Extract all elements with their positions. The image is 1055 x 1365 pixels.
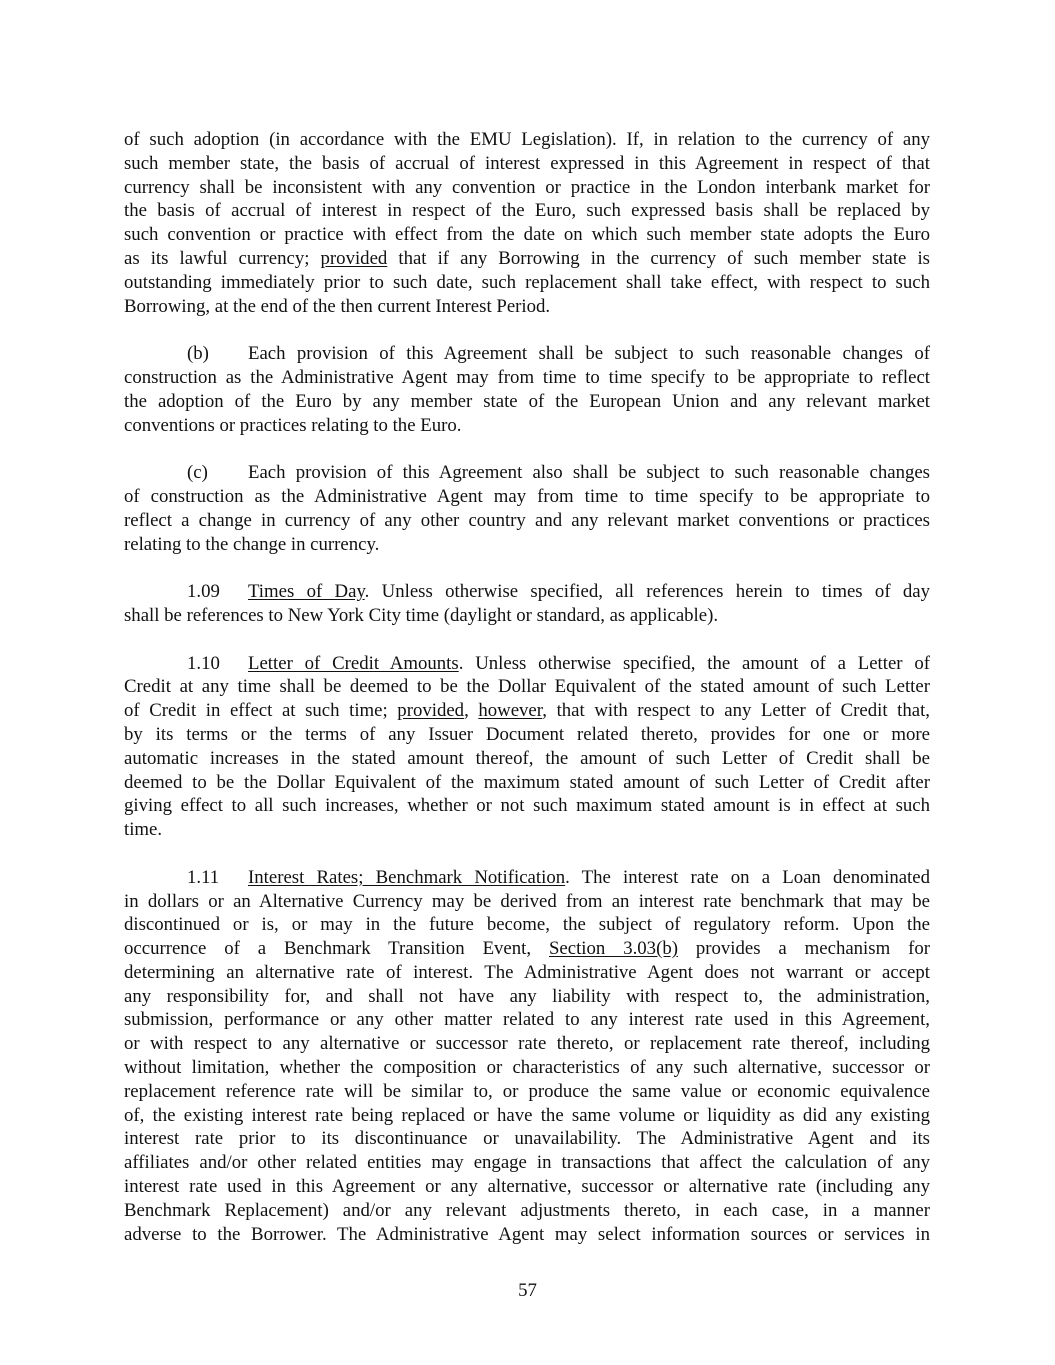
underlined-term: Interest Rates; Benchmark Notification xyxy=(248,866,566,888)
text-line xyxy=(124,152,930,176)
text-line xyxy=(124,1104,930,1128)
text-run: of Credit in effect at such time; xyxy=(124,700,398,722)
underlined-term: however xyxy=(478,700,543,722)
text-run: outstanding immediately prior to such date, such replacement shall take effect, with respect to such xyxy=(124,271,930,293)
text-line xyxy=(124,866,930,890)
text-run: of such adoption (in accordance with the EMU Legislation). If, in relation to the currency of any xyxy=(124,129,930,150)
text-run: replacement reference rate will be similar to, or produce the same value or economic equivalence xyxy=(124,1080,930,1102)
text-run: discontinued or is, or may in the future become, the subject of regulatory reform. Upon the xyxy=(124,914,930,936)
text-run: Each provision of this Agreement also shall be subject to such reasonable changes xyxy=(248,462,930,484)
text-line xyxy=(124,652,930,676)
section-number: 1.10 xyxy=(187,652,220,674)
text-line xyxy=(124,913,930,937)
text-run: by its terms or the terms of any Issuer Document related thereto, provides for one or more xyxy=(124,723,930,745)
text-line xyxy=(124,414,930,438)
text-run: such member state, the basis of accrual of interest expressed in this Agreement in respect of that xyxy=(124,152,930,174)
text-line xyxy=(124,223,930,247)
text-line xyxy=(124,271,930,295)
text-run: affiliates and/or other related entities may engage in transactions that affect the calculation of any xyxy=(124,1152,930,1174)
text-line xyxy=(124,1151,930,1175)
text-line xyxy=(124,342,930,366)
text-run: interest rate prior to its discontinuance or unavailability. The Administrative Agent and its xyxy=(124,1128,930,1150)
text-line xyxy=(124,747,930,771)
text-line xyxy=(124,818,930,842)
text-run: automatic increases in the stated amount thereof, the amount of such Letter of Credit shall be xyxy=(124,747,930,769)
text-line xyxy=(124,794,930,818)
text-line xyxy=(124,509,930,533)
text-line xyxy=(124,699,930,723)
text-line xyxy=(124,485,930,509)
section-number: (b) xyxy=(187,343,209,365)
text-run: . The interest rate on a Loan denominated xyxy=(565,866,931,888)
section-paragraph-111 xyxy=(124,866,930,1247)
text-line xyxy=(124,1127,930,1151)
text-run: construction as the Administrative Agent may from time to time specify to be appropriate to reflect xyxy=(124,366,930,388)
text-run: adverse to the Borrower. The Administrative Agent may select information sources or services in xyxy=(124,1223,930,1245)
underlined-term: provided xyxy=(397,700,465,722)
text-run: . Unless otherwise specified, the amount of a Letter of xyxy=(458,652,931,674)
text-line xyxy=(124,1032,930,1056)
text-run: submission, performance or any other matter related to any interest rate used in this Agreement, xyxy=(124,1009,930,1031)
text-run: without limitation, whether the composition or characteristics of any such alternative, successor or xyxy=(124,1057,930,1079)
text-run: occurrence of a Benchmark Transition Event, xyxy=(124,938,549,960)
text-run: in dollars or an Alternative Currency may be derived from an interest rate benchmark that may be xyxy=(124,890,930,912)
text-run: shall be references to New York City time (daylight or standard, as applicable). xyxy=(124,604,719,626)
text-line xyxy=(124,1199,930,1223)
section-number: 1.09 xyxy=(187,581,220,603)
text-line xyxy=(124,199,930,223)
text-line xyxy=(124,128,930,152)
text-run: , xyxy=(464,700,479,722)
underlined-term: provided xyxy=(320,247,388,269)
text-line xyxy=(124,247,930,271)
text-run: of construction as the Administrative Agent may from time to time specify to be appropriate to xyxy=(124,485,930,507)
text-run: conventions or practices relating to the Euro. xyxy=(124,414,462,436)
underlined-term: Letter of Credit Amounts xyxy=(248,652,459,674)
section-paragraph-b xyxy=(124,342,930,437)
text-line xyxy=(124,1056,930,1080)
text-run: Each provision of this Agreement shall be subject to such reasonable changes of xyxy=(248,343,930,365)
text-run: , that with respect to any Letter of Credit that, xyxy=(542,700,931,722)
text-line xyxy=(124,390,930,414)
text-run: that if any Borrowing in the currency of such member state is xyxy=(387,247,930,269)
text-run: relating to the change in currency. xyxy=(124,533,380,555)
section-number: (c) xyxy=(187,462,208,484)
text-line xyxy=(124,675,930,699)
document-body xyxy=(124,128,930,1270)
text-line xyxy=(124,176,930,200)
text-run: any responsibility for, and shall not have any liability with respect to, the administration, xyxy=(124,985,930,1007)
text-line xyxy=(124,1175,930,1199)
page-number: 57 xyxy=(518,1280,537,1301)
text-line xyxy=(124,580,930,604)
text-run: the basis of accrual of interest in respect of the Euro, such expressed basis shall be replaced by xyxy=(124,200,930,222)
text-line xyxy=(124,937,930,961)
text-run: giving effect to all such increases, whether or not such maximum stated amount is in effect at such xyxy=(124,795,930,817)
text-run: the adoption of the Euro by any member state of the European Union and any relevant market xyxy=(124,390,930,412)
text-line xyxy=(124,604,930,628)
text-line xyxy=(124,961,930,985)
text-run: currency shall be inconsistent with any convention or practice in the London interbank market for xyxy=(124,176,930,198)
text-line xyxy=(124,461,930,485)
text-run: . Unless otherwise specified, all references herein to times of day xyxy=(364,581,931,603)
text-run: time. xyxy=(124,819,163,841)
text-run: as its lawful currency; xyxy=(124,247,321,269)
section-paragraph-110 xyxy=(124,652,930,842)
text-run: Credit at any time shall be deemed to be the Dollar Equivalent of the stated amount of such Letter xyxy=(124,676,930,698)
section-paragraph-109 xyxy=(124,580,930,628)
text-run: Benchmark Replacement) and/or any relevant adjustments thereto, in each case, in a manner xyxy=(124,1199,930,1221)
text-line xyxy=(124,1080,930,1104)
text-line xyxy=(124,723,930,747)
section-paragraph-c xyxy=(124,461,930,556)
text-line xyxy=(124,533,930,557)
text-run: deemed to be the Dollar Equivalent of the maximum stated amount of such Letter of Credit after xyxy=(124,771,930,793)
text-line xyxy=(124,771,930,795)
text-run: such convention or practice with effect from the date on which such member state adopts the Euro xyxy=(124,224,930,246)
text-run: reflect a change in currency of any other country and any relevant market conventions or practices xyxy=(124,509,930,531)
text-line xyxy=(124,1008,930,1032)
text-line xyxy=(124,1223,930,1247)
text-line xyxy=(124,890,930,914)
section-number: 1.11 xyxy=(187,866,220,888)
text-run: or with respect to any alternative or successor rate thereto, or replacement rate thereof, including xyxy=(124,1033,930,1055)
text-line xyxy=(124,295,930,319)
text-run: provides a mechanism for xyxy=(677,938,930,960)
text-run: interest rate used in this Agreement or any alternative, successor or alternative rate (including any xyxy=(124,1176,930,1198)
text-run: of, the existing interest rate being replaced or have the same volume or liquidity as did any existing xyxy=(124,1104,930,1126)
paragraph xyxy=(124,128,930,318)
text-line xyxy=(124,366,930,390)
text-line xyxy=(124,985,930,1009)
underlined-term: Times of Day xyxy=(248,581,365,603)
underlined-term: Section 3.03(b) xyxy=(548,938,678,960)
text-run: Borrowing, at the end of the then current Interest Period. xyxy=(124,295,551,317)
text-run: determining an alternative rate of interest. The Administrative Agent does not warrant or accept xyxy=(124,961,930,983)
